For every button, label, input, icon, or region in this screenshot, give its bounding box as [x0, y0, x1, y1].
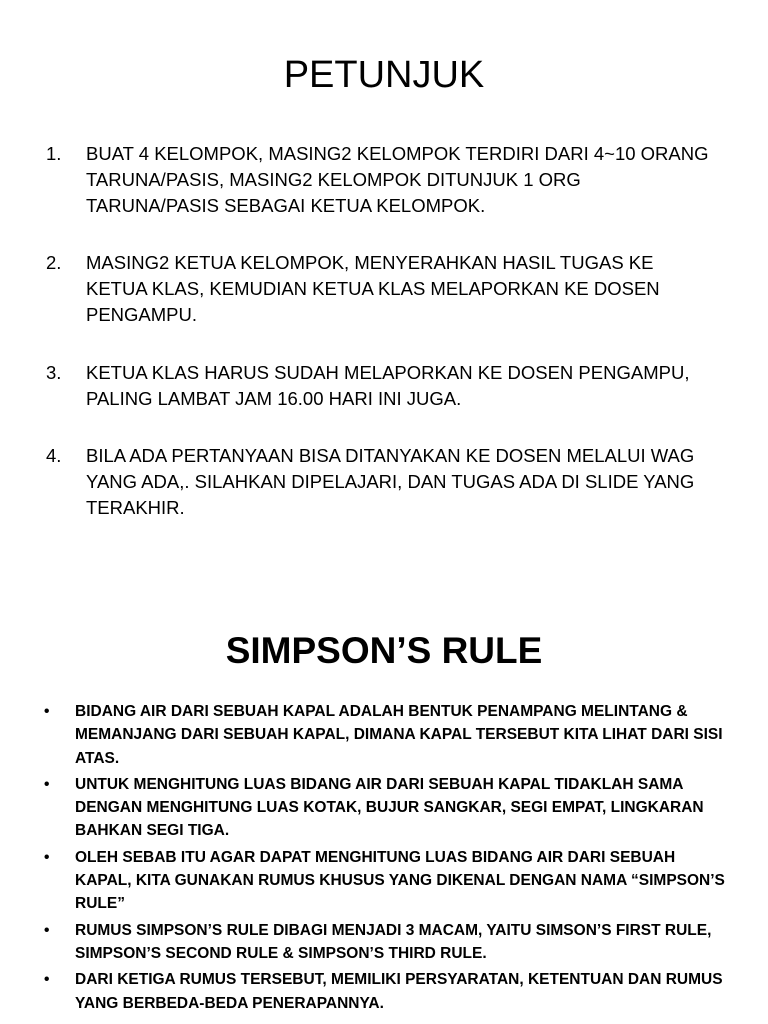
bullet-item	[44, 919, 730, 966]
slide-simpsons-rule	[0, 560, 768, 1024]
item-text: BUAT 4 KELOMPOK, MASING2 KELOMPOK TERDIRI DARI 4~10 ORANG TARUNA/PASIS, MASING2 KELOMPOK DITUNJUK 1 ORG TARUNA/PASIS SEBAGAI KETUA KELOMPOK.	[86, 143, 709, 216]
item-text: KETUA KLAS HARUS SUDAH MELAPORKAN KE DOSEN PENGAMPU, PALING LAMBAT JAM 16.00 HARI INI JUGA.	[86, 361, 690, 409]
instruction-item	[46, 360, 716, 412]
bullet-item	[44, 773, 730, 843]
bullet-text: DARI KETIGA RUMUS TERSEBUT, MEMILIKI PERSYARATAN, KETENTUAN DAN RUMUS YANG BERBEDA-BEDA PENERAPANNYA.	[75, 971, 723, 1012]
bullet-item	[44, 846, 730, 916]
item-number: 1.	[46, 143, 62, 164]
bullet-item	[44, 700, 730, 770]
item-number: 4.	[46, 445, 62, 467]
bullet-dot-icon: •	[44, 703, 50, 720]
bullet-text: RUMUS SIMPSON’S RULE DIBAGI MENJADI 3 MACAM, YAITU SIMSON’S FIRST RULE, SIMPSON’S SECOND RULE & SIMPSON’S THIRD RULE.	[75, 921, 712, 962]
item-text: MASING2 KETUA KELOMPOK, MENYERAHKAN HASIL TUGAS KE KETUA KLAS, KEMUDIAN KETUA KLAS MELAPORKAN KE DOSEN PENGAMPU.	[86, 252, 660, 325]
bullet-dot-icon: •	[44, 848, 50, 866]
slide-title: PETUNJUK	[283, 54, 485, 96]
bullet-dot-icon: •	[44, 775, 50, 793]
item-number: 3.	[46, 361, 62, 383]
bullet-list	[44, 700, 730, 1018]
instruction-list	[46, 141, 716, 553]
bullet-text: UNTUK MENGHITUNG LUAS BIDANG AIR DARI SEBUAH KAPAL TIDAKLAH SAMA DENGAN MENGHITUNG LUAS KOTAK, BUJUR SANGKAR, SEGI EMPAT, LINGKARAN BAHKAN SEGI TIGA.	[75, 775, 704, 840]
bullet-dot-icon: •	[44, 921, 50, 939]
item-text: BILA ADA PERTANYAAN BISA DITANYAKAN KE DOSEN MELALUI WAG YANG ADA,. SILAHKAN DIPELAJARI, DAN TUGAS ADA DI SLIDE YANG TERAKHIR.	[86, 445, 695, 518]
item-number: 2.	[46, 252, 62, 274]
bullet-text: BIDANG AIR DARI SEBUAH KAPAL ADALAH BENTUK PENAMPANG MELINTANG & MEMANJANG DARI SEBUAH KAPAL, DIMANA KAPAL TERSEBUT KITA LIHAT DARI SISI ATAS.	[75, 703, 723, 767]
instruction-item	[46, 443, 716, 520]
bullet-text: OLEH SEBAB ITU AGAR DAPAT MENGHITUNG LUAS BIDANG AIR DARI SEBUAH KAPAL, KITA GUNAKAN RUMUS KHUSUS YANG DIKENAL DENGAN NAMA “SIMPSON’S RULE”	[75, 848, 725, 913]
bullet-item	[44, 968, 730, 1015]
slide-title: SIMPSON’S RULE	[225, 630, 543, 671]
instruction-item	[46, 141, 716, 218]
bullet-dot-icon: •	[44, 971, 50, 989]
instruction-item	[46, 250, 716, 327]
